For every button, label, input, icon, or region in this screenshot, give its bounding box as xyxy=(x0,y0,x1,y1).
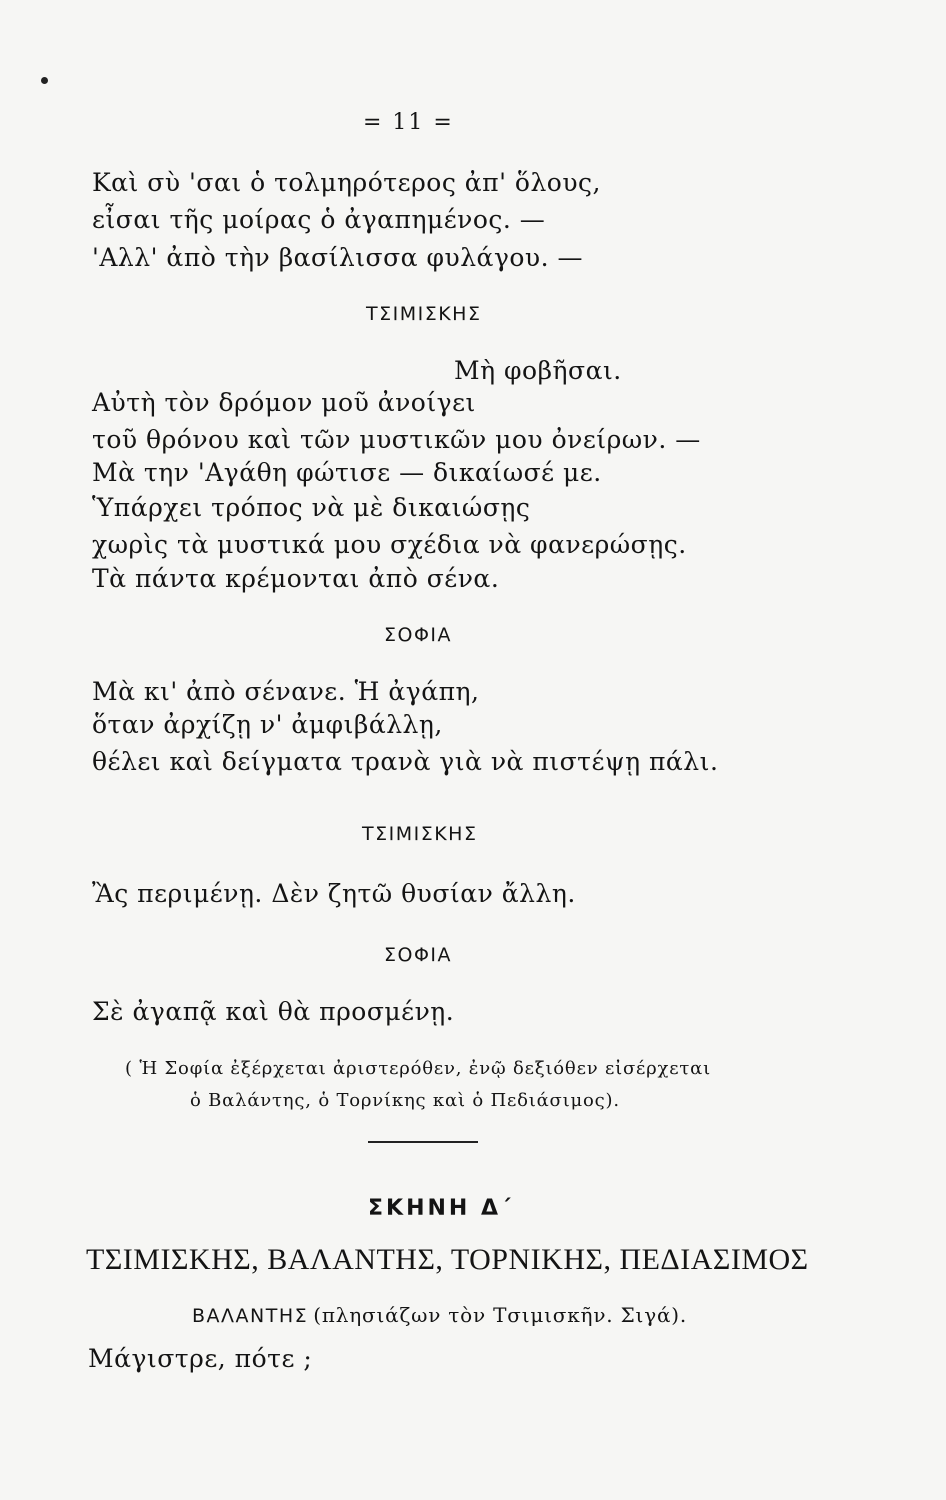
verse-line: θέλει καὶ δείγματα τρανὰ γιὰ νὰ πιστέψῃ πάλι. xyxy=(92,747,719,776)
page-number: = 11 = xyxy=(363,110,454,135)
verse-line: ὅταν ἀρχίζῃ ν' ἀμφιβάλλῃ, xyxy=(92,710,443,739)
speaker-line xyxy=(192,1303,687,1327)
speaker-name: ΒΑΛΑΝΤΗΣ xyxy=(192,1305,309,1327)
verse-line: Μὰ την 'Αγάθη φώτισε — δικαίωσέ με. xyxy=(92,458,602,487)
verse-line: Τὰ πάντα κρέμονται ἀπὸ σένα. xyxy=(92,564,500,593)
cast-list: ΤΣΙΜΙΣΚΗΣ, ΒΑΛΑΝΤΗΣ, ΤΟΡΝΙΚΗΣ, ΠΕΔΙΑΣΙΜΟΣ xyxy=(86,1243,809,1276)
speaker-name: ΤΣΙΜΙΣΚΗΣ xyxy=(366,303,482,325)
verse-line: Μὴ φοβῆσαι. xyxy=(454,356,622,385)
verse-line: χωρὶς τὰ μυστικά μου σχέδια νὰ φανερώσῃς. xyxy=(92,530,687,559)
stage-direction: ( Ἡ Σοφία ἐξέρχεται ἀριστερόθεν, ἐνῷ δεξιόθεν εἰσέρχεται xyxy=(125,1058,711,1079)
scene-title: ΣΚΗΝΗ Δ΄ xyxy=(368,1196,514,1221)
verse-line: 'Αλλ' ἀπὸ τὴν βασίλισσα φυλάγου. — xyxy=(92,243,584,272)
verse-line: Ἂς περιμένῃ. Δὲν ζητῶ θυσίαν ἄλλη. xyxy=(92,879,576,908)
stage-direction: ὁ Βαλάντης, ὁ Τορνίκης καὶ ὁ Πεδιάσιμος). xyxy=(190,1090,620,1111)
verse-line: Μάγιστρε, πότε ; xyxy=(88,1344,313,1373)
speaker-name: ΣΟΦΙΑ xyxy=(384,624,453,646)
verse-line: εἶσαι τῆς μοίρας ὁ ἀγαπημένος. — xyxy=(92,205,546,234)
section-divider xyxy=(368,1141,478,1143)
stage-direction: (πλησιάζων τὸν Τσιμισκῆν. Σιγά). xyxy=(313,1303,688,1327)
verse-line: Αὐτὴ τὸν δρόμον μοῦ ἀνοίγει xyxy=(92,388,476,417)
speaker-name: ΤΣΙΜΙΣΚΗΣ xyxy=(362,823,478,845)
verse-line: Καὶ σὺ 'σαι ὁ τολμηρότερος ἀπ' ὅλους, xyxy=(92,168,601,197)
speaker-name: ΣΟΦΙΑ xyxy=(384,944,453,966)
verse-line: Ὑπάρχει τρόπος νὰ μὲ δικαιώσῃς xyxy=(92,493,531,522)
ink-speck xyxy=(41,77,48,84)
verse-line: τοῦ θρόνου καὶ τῶν μυστικῶν μου ὀνείρων. — xyxy=(92,425,701,454)
verse-line: Μὰ κι' ἀπὸ σένανε. Ἡ ἀγάπη, xyxy=(92,677,480,706)
verse-line: Σὲ ἀγαπᾷ καὶ θὰ προσμένῃ. xyxy=(92,997,455,1026)
